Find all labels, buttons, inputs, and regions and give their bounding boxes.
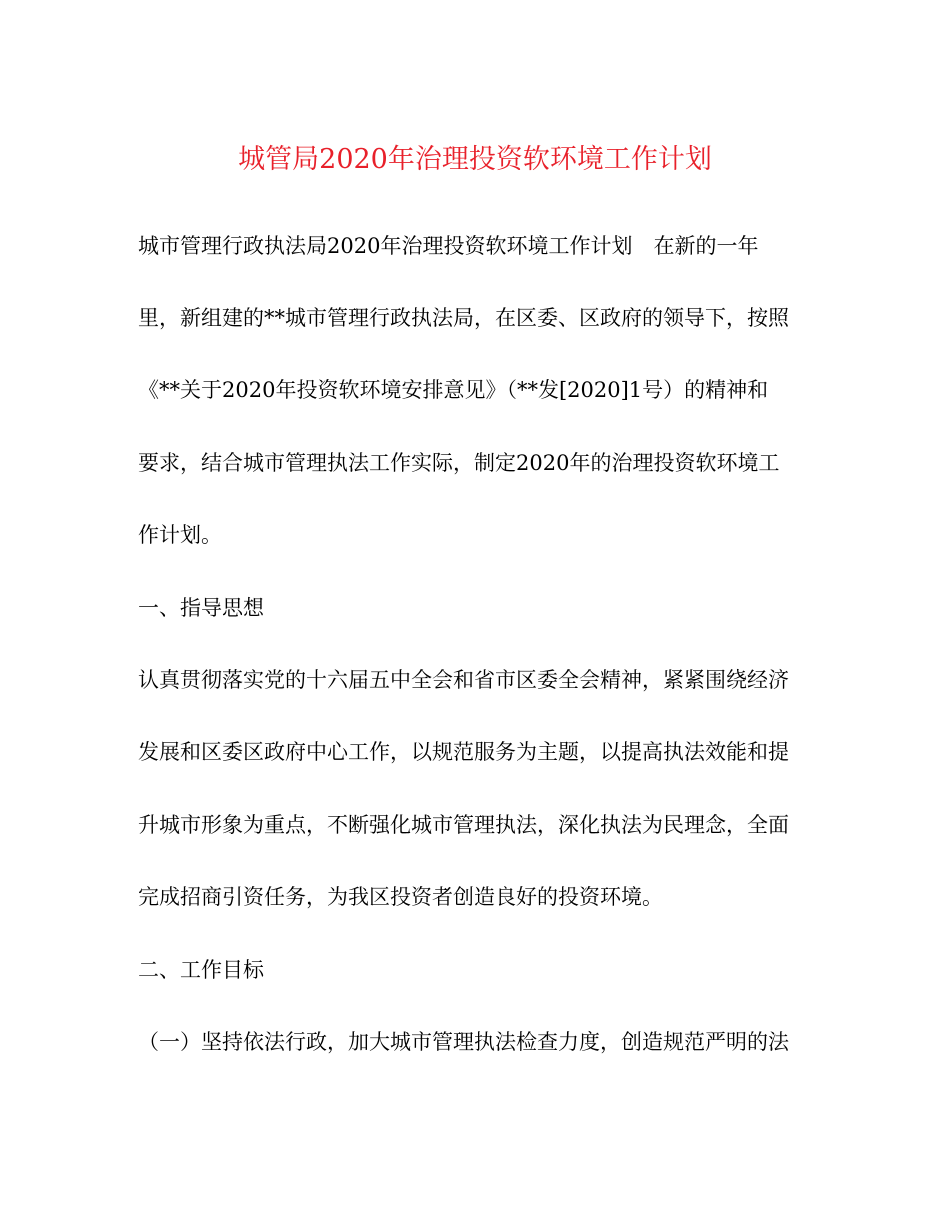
- body-line: 城市管理行政执法局2020年治理投资软环境工作计划 在新的一年: [138, 234, 759, 258]
- body-line: 要求，结合城市管理执法工作实际，制定2020年的治理投资软环境工: [138, 451, 780, 475]
- section-heading: 二、工作目标: [138, 958, 264, 982]
- body-line: 认真贯彻落实党的十六届五中全会和省市区委全会精神，紧紧围绕经济: [138, 668, 789, 692]
- section-heading: 一、指导思想: [138, 596, 264, 620]
- body-line: 发展和区委区政府中心工作，以规范服务为主题，以提高执法效能和提: [138, 740, 789, 764]
- body-line: （一）坚持依法行政，加大城市管理执法检查力度，创造规范严明的法: [138, 1030, 789, 1054]
- body-line: 《**关于2020年投资软环境安排意见》（**发[2020]1号）的精神和: [138, 378, 769, 402]
- body-line: 升城市形象为重点，不断强化城市管理执法，深化执法为民理念，全面: [138, 813, 789, 837]
- document-title: 城管局2020年治理投资软环境工作计划: [238, 144, 712, 175]
- body-line: 里，新组建的**城市管理行政执法局，在区委、区政府的领导下，按照: [138, 306, 789, 330]
- body-line: 作计划。: [138, 523, 222, 547]
- body-line: 完成招商引资任务，为我区投资者创造良好的投资环境。: [138, 885, 663, 909]
